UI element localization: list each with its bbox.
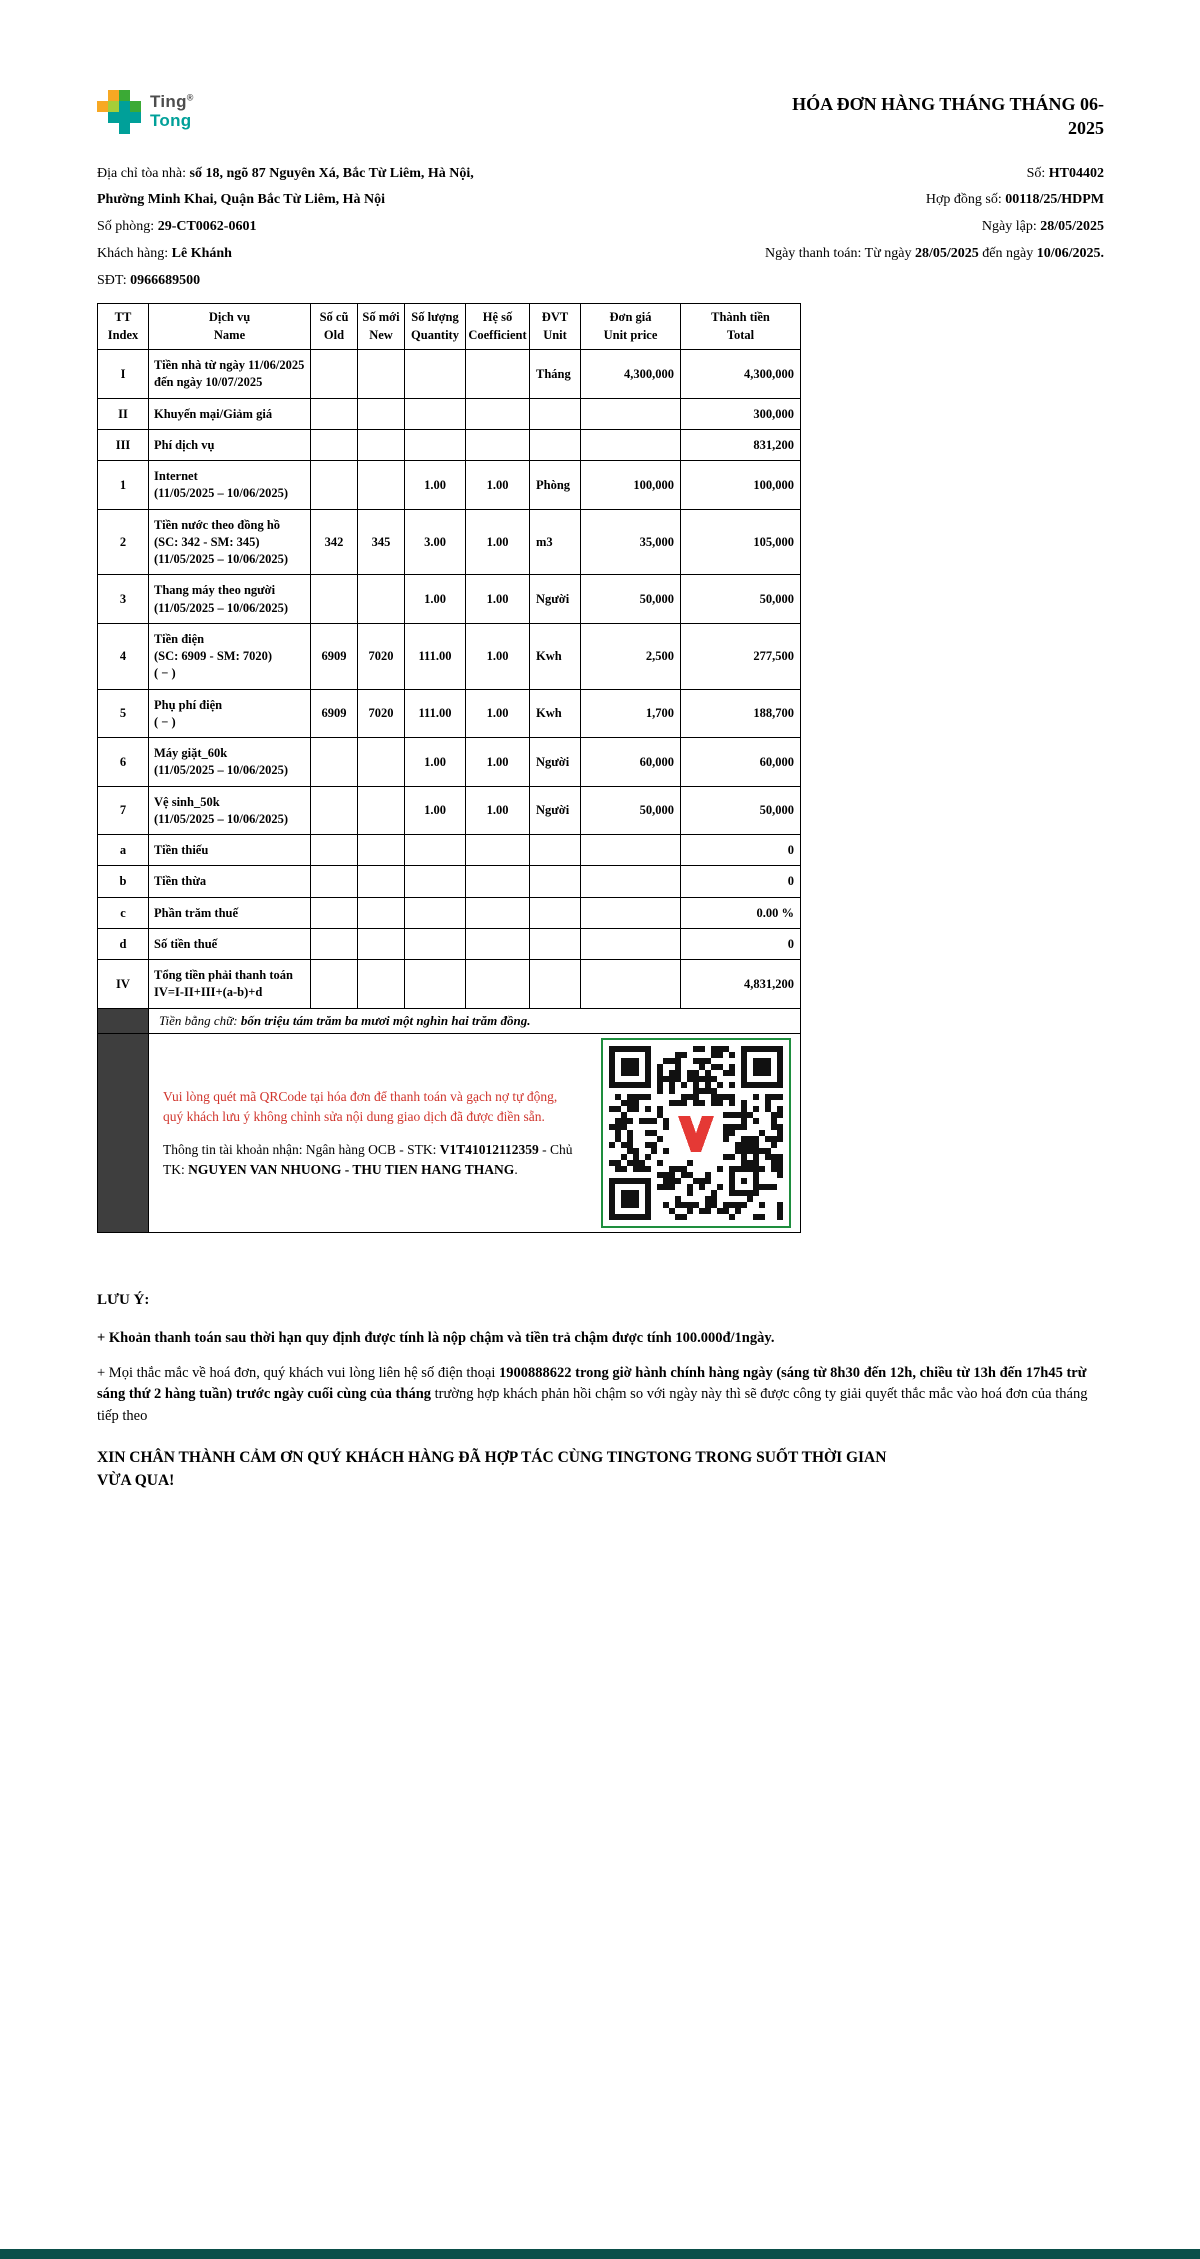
text-segment: SĐT:	[97, 273, 131, 289]
logo-mark	[97, 90, 141, 134]
cell-coefficient: 1.00	[466, 738, 530, 787]
logo-pixel	[97, 101, 108, 112]
logo-pixel	[119, 101, 130, 112]
brand-name-line1	[150, 93, 194, 112]
cell-unit-price	[581, 897, 681, 928]
text-segment: - Chủ TK:	[163, 1142, 573, 1177]
cell-total: 300,000	[681, 398, 801, 429]
cell-old-reading: 6909	[311, 689, 358, 738]
cell-old-reading	[311, 738, 358, 787]
cell-total: 0.00 %	[681, 897, 801, 928]
room-number	[97, 218, 256, 237]
cell-unit	[530, 897, 581, 928]
col-header-total	[681, 304, 801, 350]
cell-unit-price	[581, 866, 681, 897]
info-row	[97, 218, 1104, 237]
header-text: Hệ số	[482, 310, 513, 325]
invoice-info	[97, 165, 1104, 291]
cell-unit-price	[581, 429, 681, 460]
cell-quantity: 1.00	[405, 575, 466, 624]
cell-new-reading	[358, 575, 405, 624]
service-line: Khuyến mại/Giảm giá	[154, 406, 273, 421]
cell-unit-price: 100,000	[581, 461, 681, 510]
header-text: Số cũ	[319, 310, 349, 325]
header-text: ĐVT	[541, 310, 569, 325]
table-row	[98, 738, 801, 787]
service-line: Tiền điện	[154, 631, 205, 646]
cell-service	[149, 575, 311, 624]
service-line: (SC: 342 - SM: 345)	[154, 534, 260, 549]
cell-quantity	[405, 835, 466, 866]
cell-unit: Kwh	[530, 623, 581, 689]
amount-in-words-row	[98, 1008, 801, 1034]
header-text: Unit price	[603, 327, 658, 342]
notes-section	[97, 1289, 1104, 1492]
service-line: Tiền thiếu	[154, 843, 209, 858]
cell-quantity	[405, 897, 466, 928]
table-row	[98, 350, 801, 399]
cell-total: 0	[681, 866, 801, 897]
cell-index: 7	[98, 786, 149, 835]
cell-new-reading: 7020	[358, 689, 405, 738]
info-row	[97, 191, 1104, 210]
cell-service	[149, 461, 311, 510]
text-segment: Lê Khánh	[171, 246, 232, 262]
payment-cell	[149, 1034, 801, 1233]
cell-index: 2	[98, 509, 149, 575]
cell-unit-price	[581, 928, 681, 959]
customer-name	[97, 245, 232, 264]
cell-index: 6	[98, 738, 149, 787]
closing-message: XIN CHÂN THÀNH CẢM ƠN QUÝ KHÁCH HÀNG ĐÃ HỢP TÁC CÙNG TINGTONG TRONG SUỐT THỜI GIAN VỪA QUA!	[97, 1448, 887, 1490]
service-line: Internet	[154, 469, 198, 484]
cell-old-reading: 342	[311, 509, 358, 575]
amount-in-words-label: Tiền bằng chữ:	[159, 1012, 241, 1028]
table-row	[98, 461, 801, 510]
cell-coefficient: 1.00	[466, 623, 530, 689]
cell-index: d	[98, 928, 149, 959]
brand-name-top: Ting	[150, 92, 187, 112]
text-segment: + Khoản thanh toán sau thời hạn quy định được tính là nộp chậm và tiền trả chậm được tính 100.000đ/1ngày.	[97, 1329, 775, 1346]
header-text: Số lượng	[411, 310, 459, 325]
account-info-text	[163, 1140, 579, 1179]
text-segment: 10/06/2025.	[1036, 246, 1104, 262]
cell-new-reading: 7020	[358, 623, 405, 689]
cell-total: 4,300,000	[681, 350, 801, 399]
text-segment: Ngày lập:	[981, 219, 1041, 235]
col-header-unit	[530, 304, 581, 350]
text-segment: Thông tin tài khoản nhận: Ngân hàng OCB - STK:	[163, 1142, 440, 1158]
text-segment: .	[514, 1162, 518, 1177]
col-header-index	[98, 304, 149, 350]
invoice-table	[97, 303, 801, 1233]
cell-quantity	[405, 960, 466, 1009]
text-segment: 1900888622 trong giờ hành chính hàng ngày (sáng từ 8h30 đến 12h, chiều từ 13h đến 17h45 trừ sáng thứ 2 hàng tuần) trước ngày cuối cùng của tháng	[97, 1364, 1087, 1403]
invoice-title: HÓA ĐƠN HÀNG THÁNG THÁNG 06-2025	[792, 94, 1104, 139]
text-segment: Số:	[1026, 165, 1049, 181]
cell-old-reading	[311, 928, 358, 959]
logo-pixel	[119, 112, 130, 123]
brand-logo	[97, 90, 194, 134]
cell-service	[149, 786, 311, 835]
table-row	[98, 398, 801, 429]
cell-service	[149, 738, 311, 787]
logo-pixel	[108, 101, 119, 112]
service-line: Số tiền thuế	[154, 936, 218, 951]
cell-unit	[530, 960, 581, 1009]
cell-index: III	[98, 429, 149, 460]
header-text: Thành tiền	[711, 310, 770, 325]
cell-old-reading	[311, 866, 358, 897]
col-header-old	[311, 304, 358, 350]
cell-quantity	[405, 350, 466, 399]
payment-row	[98, 1034, 801, 1233]
service-line: Tổng tiền phải thanh toán	[154, 968, 293, 983]
brand-name-bottom: Tong	[150, 111, 192, 130]
cell-unit-price	[581, 398, 681, 429]
service-line: (11/05/2025 – 10/06/2025)	[154, 552, 289, 567]
service-line: đến ngày 10/07/2025	[154, 375, 263, 390]
service-line: Máy giặt_60k	[154, 746, 228, 761]
cell-coefficient: 1.00	[466, 509, 530, 575]
service-line: Tiền nhà từ ngày 11/06/2025	[154, 358, 305, 373]
cell-quantity: 3.00	[405, 509, 466, 575]
text-segment: trường hợp khách phản hồi chậm so với ngày này thì sẽ được công ty giải quyết thắc mắc vào hoá đơn của tháng tiếp theo	[97, 1386, 1088, 1425]
cell-service	[149, 835, 311, 866]
service-line: (11/05/2025 – 10/06/2025)	[154, 763, 289, 778]
cell-new-reading	[358, 429, 405, 460]
text-segment: NGUYEN VAN NHUONG - THU TIEN HANG THANG	[188, 1162, 515, 1177]
table-row	[98, 623, 801, 689]
cell-new-reading	[358, 786, 405, 835]
service-line: Thang máy theo người	[154, 583, 276, 598]
cell-unit-price: 35,000	[581, 509, 681, 575]
text-segment: Hợp đồng số:	[925, 192, 1006, 208]
notes-title: LƯU Ý:	[97, 1292, 150, 1309]
cell-total: 50,000	[681, 575, 801, 624]
cell-unit: Người	[530, 786, 581, 835]
cell-quantity: 111.00	[405, 689, 466, 738]
cell-coefficient: 1.00	[466, 786, 530, 835]
header-text: Quantity	[411, 327, 459, 342]
cell-quantity: 111.00	[405, 623, 466, 689]
cell-service	[149, 689, 311, 738]
building-address	[97, 165, 474, 184]
cell-unit: m3	[530, 509, 581, 575]
cell-new-reading	[358, 350, 405, 399]
info-row	[97, 165, 1104, 184]
text-segment: + Mọi thắc mắc về hoá đơn, quý khách vui lòng liên hệ số điện thoại	[97, 1364, 500, 1381]
col-header-service	[149, 304, 311, 350]
text-segment: 00118/25/HDPM	[1005, 192, 1104, 208]
cell-unit: Người	[530, 575, 581, 624]
invoice-table-body	[98, 350, 801, 1009]
payment-content	[149, 1034, 800, 1232]
table-row	[98, 786, 801, 835]
text-segment: Số phòng:	[97, 219, 158, 235]
cell-coefficient	[466, 398, 530, 429]
table-row	[98, 897, 801, 928]
cell-quantity: 1.00	[405, 461, 466, 510]
text-segment: Phường Minh Khai, Quận Bắc Từ Liêm, Hà Nội	[97, 192, 386, 208]
cell-index: IV	[98, 960, 149, 1009]
cell-coefficient	[466, 928, 530, 959]
cell-service	[149, 928, 311, 959]
cell-index: 4	[98, 623, 149, 689]
qr-center-logo	[678, 1116, 714, 1152]
col-header-new	[358, 304, 405, 350]
cell-total: 0	[681, 835, 801, 866]
text-segment: Khách hàng:	[97, 246, 172, 262]
header-text: Name	[213, 327, 246, 342]
cell-total: 105,000	[681, 509, 801, 575]
cell-old-reading: 6909	[311, 623, 358, 689]
table-row	[98, 866, 801, 897]
cell-coefficient	[466, 897, 530, 928]
cell-unit: Tháng	[530, 350, 581, 399]
logo-pixel	[108, 112, 119, 123]
cell-new-reading	[358, 835, 405, 866]
cell-quantity	[405, 429, 466, 460]
logo-pixel	[130, 112, 141, 123]
cell-coefficient	[466, 350, 530, 399]
cell-service	[149, 897, 311, 928]
logo-pixel	[119, 123, 130, 134]
text-segment: 0966689500	[130, 273, 201, 289]
cell-service	[149, 350, 311, 399]
cell-total: 831,200	[681, 429, 801, 460]
cell-quantity: 1.00	[405, 786, 466, 835]
logo-pixel	[119, 90, 130, 101]
cell-quantity	[405, 928, 466, 959]
logo-pixel	[130, 101, 141, 112]
registered-mark: ®	[186, 92, 194, 103]
cell-quantity	[405, 866, 466, 897]
footer-bar	[0, 2249, 1200, 2259]
header-text: Số mới	[362, 310, 400, 325]
note-late-payment	[97, 1328, 1104, 1350]
qr-code-image	[609, 1046, 783, 1220]
masked-cell	[98, 1034, 149, 1233]
cell-new-reading	[358, 928, 405, 959]
cell-unit-price	[581, 960, 681, 1009]
cell-unit-price: 2,500	[581, 623, 681, 689]
col-header-coefficient	[466, 304, 530, 350]
header-text: Đơn giá	[609, 310, 652, 325]
cell-unit-price: 50,000	[581, 575, 681, 624]
cell-unit	[530, 429, 581, 460]
text-segment: V1T41012112359	[439, 1142, 539, 1158]
cell-unit: Người	[530, 738, 581, 787]
invoice-page	[97, 0, 1104, 1492]
cell-old-reading	[311, 960, 358, 1009]
cell-index: b	[98, 866, 149, 897]
payment-qr-code	[601, 1038, 791, 1228]
text-segment: Địa chỉ tòa nhà:	[97, 165, 190, 181]
cell-old-reading	[311, 461, 358, 510]
table-row	[98, 689, 801, 738]
cell-total: 100,000	[681, 461, 801, 510]
qr-instruction-text: Vui lòng quét mã QRCode tại hóa đơn để thanh toán và gạch nợ tự động, quý khách lưu ý không chỉnh sửa nội dung giao dịch đã được điền sẵn.	[163, 1089, 558, 1124]
cell-coefficient	[466, 866, 530, 897]
cell-old-reading	[311, 575, 358, 624]
header-text: Index	[107, 327, 139, 342]
cell-new-reading	[358, 461, 405, 510]
cell-index: II	[98, 398, 149, 429]
building-address-line2	[97, 191, 385, 210]
header-text: Coefficient	[468, 327, 527, 342]
cell-new-reading	[358, 398, 405, 429]
service-line: ( − )	[154, 666, 176, 681]
cell-new-reading	[358, 866, 405, 897]
cell-quantity: 1.00	[405, 738, 466, 787]
service-line: Phí dịch vụ	[154, 437, 215, 452]
header-text: Total	[726, 327, 755, 342]
cell-unit-price: 1,700	[581, 689, 681, 738]
table-row	[98, 960, 801, 1009]
info-row	[97, 272, 1104, 291]
cell-old-reading	[311, 398, 358, 429]
header-text: TT	[114, 310, 132, 325]
cell-coefficient: 1.00	[466, 461, 530, 510]
cell-coefficient: 1.00	[466, 689, 530, 738]
cell-new-reading	[358, 738, 405, 787]
col-header-quantity	[405, 304, 466, 350]
table-row	[98, 509, 801, 575]
cell-index: 1	[98, 461, 149, 510]
cell-index: c	[98, 897, 149, 928]
amount-in-words-value: bốn triệu tám trăm ba mươi một nghìn hai trăm đồng.	[240, 1012, 531, 1028]
cell-old-reading	[311, 835, 358, 866]
note-contact	[97, 1363, 1104, 1428]
cell-service	[149, 866, 311, 897]
text-segment: Ngày thanh toán: Từ ngày	[764, 246, 915, 262]
contract-number	[926, 191, 1104, 210]
table-row	[98, 928, 801, 959]
cell-coefficient	[466, 960, 530, 1009]
cell-total: 0	[681, 928, 801, 959]
cell-coefficient	[466, 429, 530, 460]
service-line: Phụ phí điện	[154, 697, 223, 712]
header-text: Dịch vụ	[208, 310, 251, 325]
cell-old-reading	[311, 786, 358, 835]
header-text: New	[369, 327, 393, 342]
cell-index: 3	[98, 575, 149, 624]
customer-phone	[97, 272, 200, 291]
header-text: Old	[323, 327, 345, 342]
cell-new-reading: 345	[358, 509, 405, 575]
payment-due-date	[765, 245, 1104, 264]
table-row	[98, 835, 801, 866]
cell-old-reading	[311, 897, 358, 928]
cell-coefficient	[466, 835, 530, 866]
cell-service	[149, 960, 311, 1009]
cell-total: 50,000	[681, 786, 801, 835]
cell-coefficient: 1.00	[466, 575, 530, 624]
amount-in-words-cell	[149, 1008, 801, 1034]
cell-index: 5	[98, 689, 149, 738]
service-line: (11/05/2025 – 10/06/2025)	[154, 811, 289, 826]
service-line: IV=I-II+III+(a-b)+d	[154, 985, 263, 1000]
table-row	[98, 575, 801, 624]
text-segment: HT04402	[1048, 165, 1104, 181]
cell-old-reading	[311, 429, 358, 460]
text-segment: 28/05/2025	[915, 246, 979, 262]
cell-unit-price: 4,300,000	[581, 350, 681, 399]
service-line: Tiền thừa	[154, 874, 207, 889]
cell-index: I	[98, 350, 149, 399]
col-header-unit-price	[581, 304, 681, 350]
text-segment: đến ngày	[978, 246, 1037, 262]
header-text: Unit	[543, 327, 567, 342]
service-line: (SC: 6909 - SM: 7020)	[154, 649, 273, 664]
table-header-row	[98, 304, 801, 350]
cell-service	[149, 429, 311, 460]
cell-old-reading	[311, 350, 358, 399]
table-row	[98, 429, 801, 460]
payment-instructions	[149, 1079, 593, 1187]
cell-quantity	[405, 398, 466, 429]
cell-unit	[530, 835, 581, 866]
invoice-table-footer	[98, 1008, 801, 1233]
cell-unit-price	[581, 835, 681, 866]
cell-unit: Kwh	[530, 689, 581, 738]
cell-unit-price: 50,000	[581, 786, 681, 835]
issue-date	[982, 218, 1104, 237]
text-segment: 28/05/2025	[1040, 219, 1104, 235]
cell-service	[149, 398, 311, 429]
header	[97, 90, 1104, 141]
cell-service	[149, 623, 311, 689]
service-line: ( − )	[154, 714, 176, 729]
cell-service	[149, 509, 311, 575]
cell-unit	[530, 866, 581, 897]
cell-unit: Phòng	[530, 461, 581, 510]
service-line: Tiền nước theo đồng hồ	[154, 517, 281, 532]
text-segment: số 18, ngõ 87 Nguyên Xá, Bắc Từ Liêm, Hà Nội,	[189, 165, 474, 181]
cell-new-reading	[358, 960, 405, 1009]
service-line: Vệ sinh_50k	[154, 794, 220, 809]
cell-unit	[530, 398, 581, 429]
cell-unit-price: 60,000	[581, 738, 681, 787]
logo-text	[150, 93, 194, 130]
cell-total: 60,000	[681, 738, 801, 787]
masked-cell	[98, 1008, 149, 1034]
info-row	[97, 245, 1104, 264]
cell-total: 277,500	[681, 623, 801, 689]
service-line: (11/05/2025 – 10/06/2025)	[154, 600, 289, 615]
service-line: Phần trăm thuế	[154, 905, 239, 920]
text-segment: 29-CT0062-0601	[157, 219, 257, 235]
invoice-number	[1027, 165, 1104, 184]
cell-new-reading	[358, 897, 405, 928]
service-line: (11/05/2025 – 10/06/2025)	[154, 486, 289, 501]
cell-total: 188,700	[681, 689, 801, 738]
cell-index: a	[98, 835, 149, 866]
logo-pixel	[108, 90, 119, 101]
cell-unit	[530, 928, 581, 959]
cell-total: 4,831,200	[681, 960, 801, 1009]
